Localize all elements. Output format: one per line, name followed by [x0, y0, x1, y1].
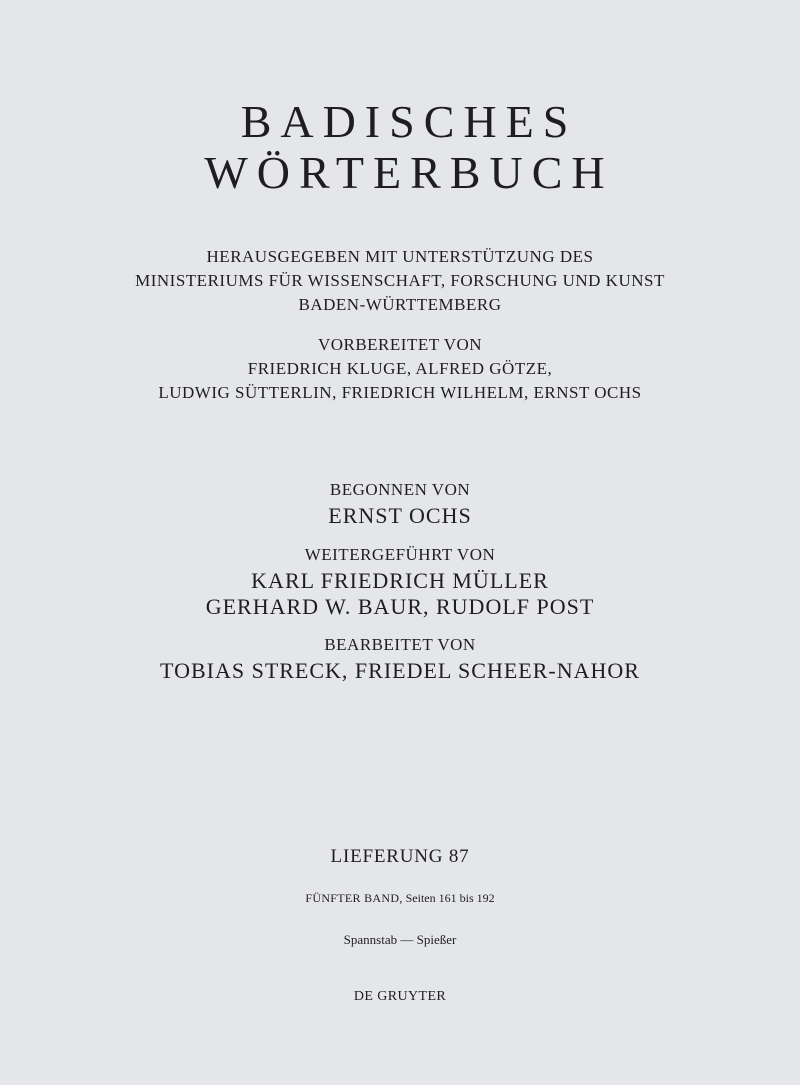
- begun-by-label: BEGONNEN VON: [329, 480, 471, 499]
- entry-range: Spannstab — Spießer: [343, 932, 457, 947]
- volume-pages: [0, 892, 800, 904]
- publisher-name: DE GRUYTER: [353, 989, 447, 1004]
- continued-by-names-2: GERHARD W. BAUR, RUDOLF POST: [205, 594, 595, 619]
- continued-by-names-1: KARL FRIEDRICH MÜLLER: [251, 568, 549, 593]
- page-range: Seiten 161 bis 192: [405, 891, 495, 905]
- publisher-info-line-1: HERAUSGEGEBEN MIT UNTERSTÜTZUNG DES: [206, 247, 594, 266]
- publisher-info-line-2: MINISTERIUMS FÜR WISSENSCHAFT, FORSCHUNG UND KUNST: [135, 271, 665, 290]
- issue-number: LIEFERUNG 87: [330, 846, 470, 867]
- continued-by-label: WEITERGEFÜHRT VON: [304, 545, 496, 564]
- edited-by-names: TOBIAS STRECK, FRIEDEL SCHEER-NAHOR: [160, 658, 640, 683]
- prepared-by-names-2: LUDWIG SÜTTERLIN, FRIEDRICH WILHELM, ERNST OCHS: [158, 383, 642, 402]
- volume-label: FÜNFTER BAND,: [305, 891, 403, 905]
- begun-by-name: ERNST OCHS: [328, 503, 472, 528]
- title-line-2: WÖRTERBUCH: [204, 147, 614, 198]
- prepared-by-label: VORBEREITET VON: [317, 335, 483, 354]
- prepared-by-names-1: FRIEDRICH KLUGE, ALFRED GÖTZE,: [247, 359, 553, 378]
- edited-by-label: BEARBEITET VON: [324, 635, 476, 654]
- publisher-info-line-3: BADEN-WÜRTTEMBERG: [298, 295, 502, 314]
- title-line-1: BADISCHES: [240, 96, 578, 147]
